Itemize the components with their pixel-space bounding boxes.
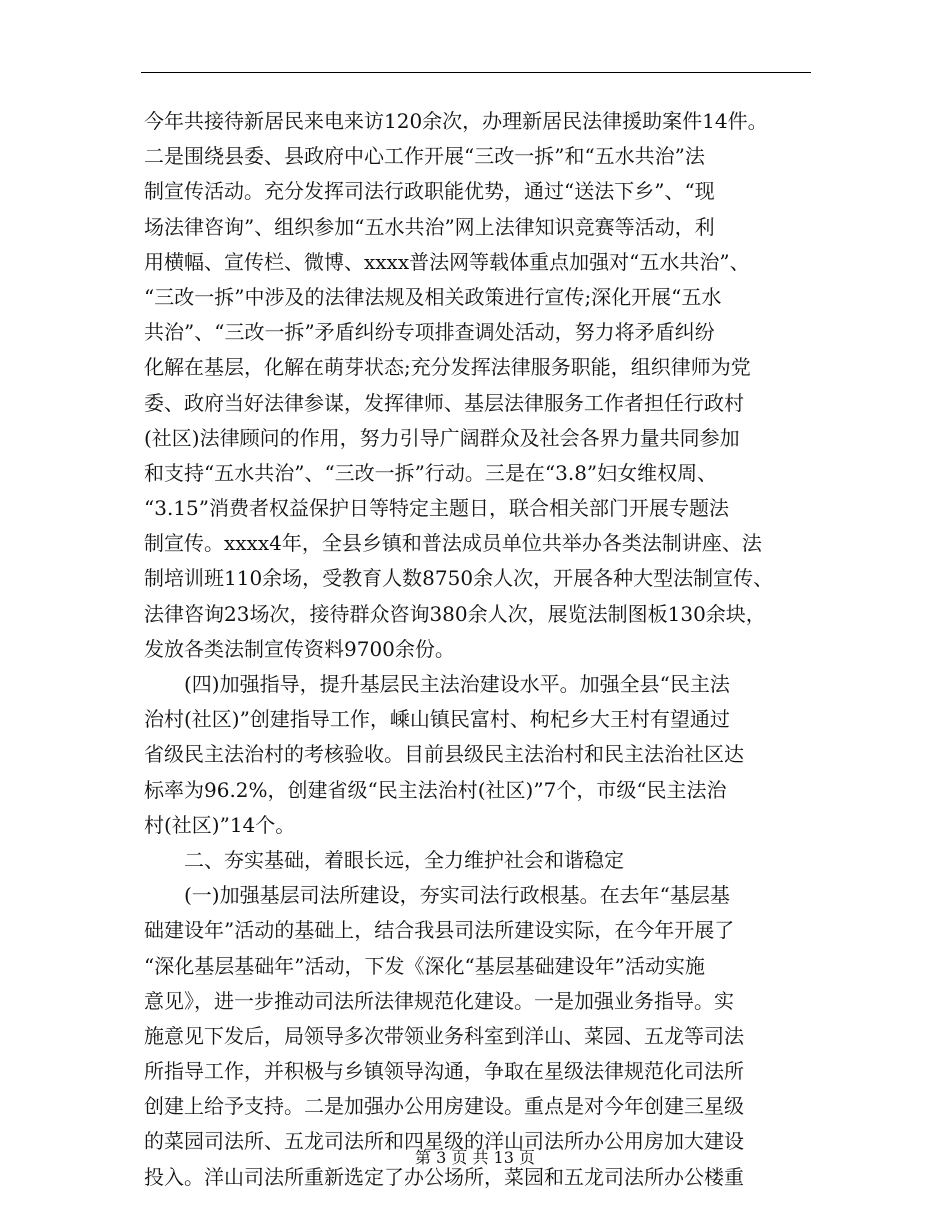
header-rule: [141, 72, 811, 73]
document-body: [144, 104, 824, 1195]
text-line: 村(社区)”14个。: [144, 812, 296, 837]
text-line: 制宣传。xxxx4年，全县乡镇和普法成员单位共举办各类法制讲座、法: [144, 531, 762, 556]
text-line: 省级民主法治村的考核验收。目前县级民主法治村和民主法治社区达: [144, 742, 744, 767]
text-line: 用横幅、宣传栏、微博、xxxx普法网等载体重点加强对“五水共治”、: [144, 249, 750, 274]
text-line: 施意见下发后，局领导多次带领业务科室到洋山、菜园、五龙等司法: [144, 1023, 744, 1048]
text-line: 和支持“五水共治”、“三改一拆”行动。三是在“3.8”妇女维权周、: [144, 460, 718, 485]
text-line: (一)加强基层司法所建设，夯实司法行政根基。在去年“基层基: [184, 883, 730, 908]
text-line: 发放各类法制宣传资料9700余份。: [144, 636, 455, 661]
text-line: 化解在基层，化解在萌芽状态;充分发挥法律服务职能，组织律师为党: [144, 355, 751, 380]
text-line: 二、夯实基础，着眼长远，全力维护社会和谐稳定: [184, 847, 624, 872]
text-line: 场法律咨询”、组织参加“五水共治”网上法律知识竞赛等活动，利: [144, 214, 715, 239]
text-line: 制培训班110余场，受教育人数8750余人次，开展各种大型法制宣传、: [144, 566, 774, 591]
text-line: 意见》，进一步推动司法所法律规范化建设。一是加强业务指导。实: [144, 988, 734, 1013]
text-line: 投入。洋山司法所重新选定了办公场所，菜园和五龙司法所办公楼重: [144, 1164, 744, 1189]
page-number: 第 3 页 共 13 页: [415, 1148, 535, 1167]
text-line: 法律咨询23场次，接待群众咨询380余人次，展览法制图板130余块，: [144, 601, 766, 626]
text-line: 共治”、“三改一拆”矛盾纠纷专项排查调处活动，努力将矛盾纠纷: [144, 320, 715, 345]
text-line: 创建上给予支持。二是加强办公用房建设。重点是对今年创建三星级: [144, 1094, 744, 1119]
text-line: “三改一拆”中涉及的法律法规及相关政策进行宣传;深化开展“五水: [144, 284, 722, 309]
text-line: 所指导工作，并积极与乡镇领导沟通，争取在星级法律规范化司法所: [144, 1059, 744, 1084]
text-line: 治村(社区)”创建指导工作，嵊山镇民富村、枸杞乡大王村有望通过: [144, 707, 730, 732]
text-line: 础建设年”活动的基础上，结合我县司法所建设实际，在今年开展了: [144, 918, 735, 943]
text-line: “3.15”消费者权益保护日等特定主题日，联合相关部门开展专题法: [144, 496, 729, 521]
text-line: “深化基层基础年”活动，下发《深化“基层基础建设年”活动实施: [144, 953, 705, 978]
text-line: (四)加强指导，提升基层民主法治建设水平。加强全县“民主法: [184, 672, 730, 696]
text-line: 今年共接待新居民来电来访120余次，办理新居民法律援助案件14件。: [144, 109, 768, 133]
text-line: (社区)法律顾问的作用，努力引导广阔群众及社会各界力量共同参加: [144, 425, 740, 450]
text-line: 委、政府当好法律参谋，发挥律师、基层法律服务工作者担任行政村: [144, 390, 744, 415]
text-line: 制宣传活动。充分发挥司法行政职能优势，通过“送法下乡”、“现: [144, 179, 715, 204]
text-line: 二是围绕县委、县政府中心工作开展“三改一拆”和“五水共治”法: [144, 144, 705, 169]
text-line: 标率为96.2%，创建省级“民主法治村(社区)”7个，市级“民主法治: [144, 777, 727, 802]
text-line: 的菜园司法所、五龙司法所和四星级的洋山司法所办公用房加大建设: [144, 1129, 744, 1154]
